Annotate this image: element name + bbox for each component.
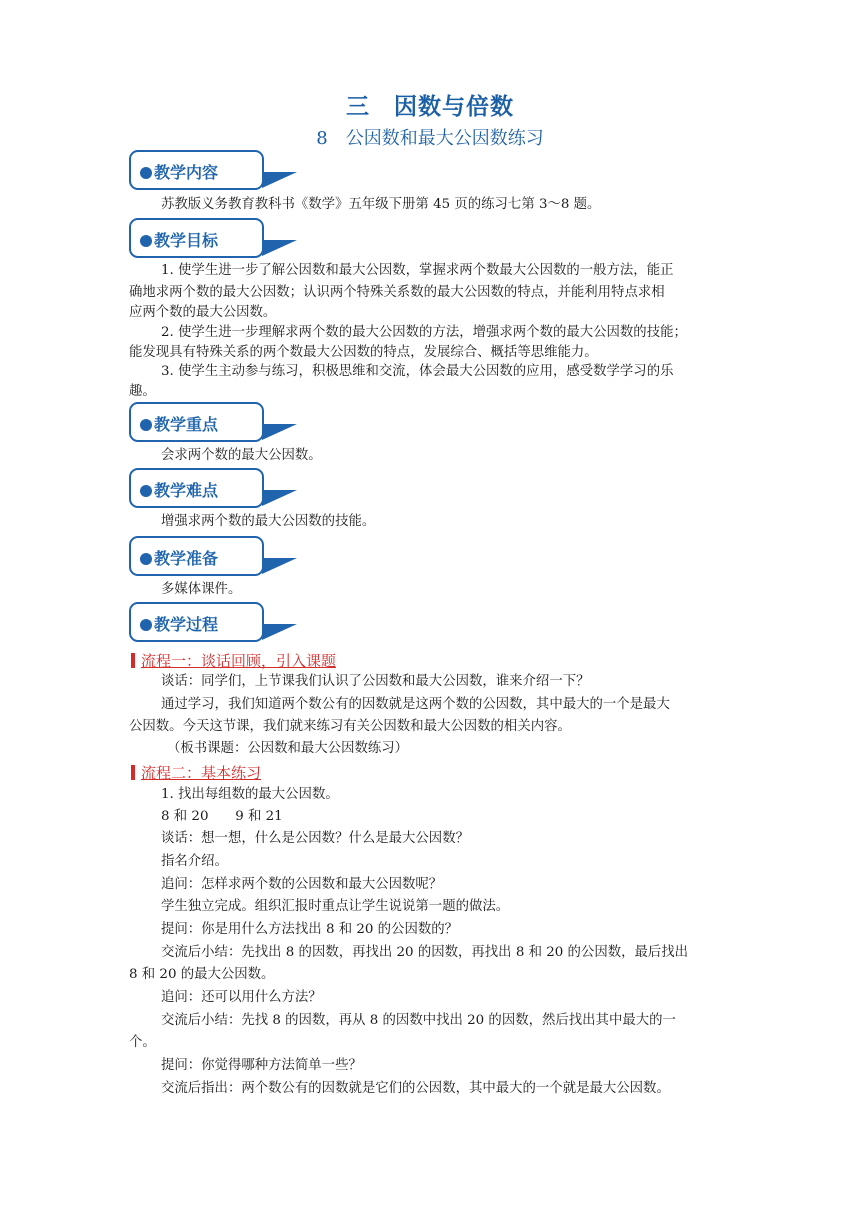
text-line: 交流后指出：两个数公有的因数就是它们的公因数，其中最大的一个就是最大公因数。 [161,1081,670,1096]
text-line: 8 和 20 9 和 21 [161,809,283,824]
text-line: 苏教版义务教育教科书《数学》五年级下册第 45 页的练习七第 3～8 题。 [161,197,601,212]
flow-heading-2: 流程二：基本练习 [131,762,261,783]
text-line: 趣。 [129,384,156,399]
section-header-process [129,602,299,646]
text-line: 交流后小结：先找出 8 的因数，再找出 20 的因数，再找出 8 和 20 的公因数，最后找出 [161,945,689,960]
text-line: （板书课题：公因数和最大公因数练习） [167,741,409,756]
text-line: 确地求两个数的最大公因数；认识两个特殊关系数的最大公因数的特点，并能利用特点求相 [129,285,665,300]
section-label: 教学内容 [154,163,219,182]
text-line: 2. 使学生进一步理解求两个数的最大公因数的方法，增强求两个数的最大公因数的技能； [161,325,687,340]
text-line: 1. 找出每组数的最大公因数。 [161,787,339,802]
bullet-dot-icon [140,485,152,497]
flow-marker-icon [131,653,135,668]
text-line: 公因数。今天这节课，我们就来练习有关公因数和最大公因数的相关内容。 [129,719,571,734]
text-line: 交流后小结：先找 8 的因数，再从 8 的因数中找出 20 的因数，然后找出其中最大的一 [161,1013,676,1028]
text-line: 个。 [129,1035,156,1050]
text-line: 学生独立完成。组织汇报时重点让学生说说第一题的做法。 [161,899,510,914]
text-line: 指名介绍。 [161,854,228,869]
flow-marker-icon [131,765,135,780]
section-label: 教学目标 [154,231,219,250]
text-line: 通过学习，我们知道两个数公有的因数就是这两个数的公因数，其中最大的一个是最大 [161,697,670,712]
chapter-title: 三 因数与倍数 [346,94,514,120]
text-line: 提问：你觉得哪种方法简单一些？ [161,1058,362,1073]
section-label: 教学准备 [154,549,219,568]
section-header-difficulty [129,468,299,512]
section-label: 教学重点 [154,415,219,434]
bullet-dot-icon [140,619,152,631]
text-line: 8 和 20 的最大公因数。 [129,967,275,982]
text-line: 追问：还可以用什么方法？ [161,990,322,1005]
bullet-dot-icon [140,167,152,179]
section-header-key [129,402,299,446]
text-line: 增强求两个数的最大公因数的技能。 [161,514,376,529]
section-header-content [129,150,299,194]
text-line: 3. 使学生主动参与练习，积极思维和交流，体会最大公因数的应用，感受数学学习的乐 [161,364,674,379]
section-header-prep [129,536,299,580]
bullet-dot-icon [140,419,152,431]
text-line: 提问：你是用什么方法找出 8 和 20 的公因数的？ [161,922,459,937]
flow-heading-1: 流程一：谈话回顾，引入课题 [131,650,336,671]
text-line: 谈话：同学们，上节课我们认识了公因数和最大公因数，谁来介绍一下？ [161,674,590,689]
section-label: 教学难点 [154,481,219,500]
text-line: 能发现具有特殊关系的两个数最大公因数的特点，发展综合、概括等思维能力。 [129,345,598,360]
text-line: 谈话：想一想，什么是公因数？什么是最大公因数？ [161,831,469,846]
text-line: 会求两个数的最大公因数。 [161,448,322,463]
bullet-dot-icon [140,235,152,247]
section-label: 教学过程 [154,615,219,634]
text-line: 1. 使学生进一步了解公因数和最大公因数，掌握求两个数最大公因数的一般方法，能正 [161,263,674,278]
text-line: 多媒体课件。 [161,582,242,597]
section-header-goals [129,218,299,262]
bullet-dot-icon [140,553,152,565]
text-line: 追问：怎样求两个数的公因数和最大公因数呢？ [161,877,443,892]
lesson-title: 8 公因数和最大公因数练习 [316,128,544,149]
text-line: 应两个数的最大公因数。 [129,305,277,320]
